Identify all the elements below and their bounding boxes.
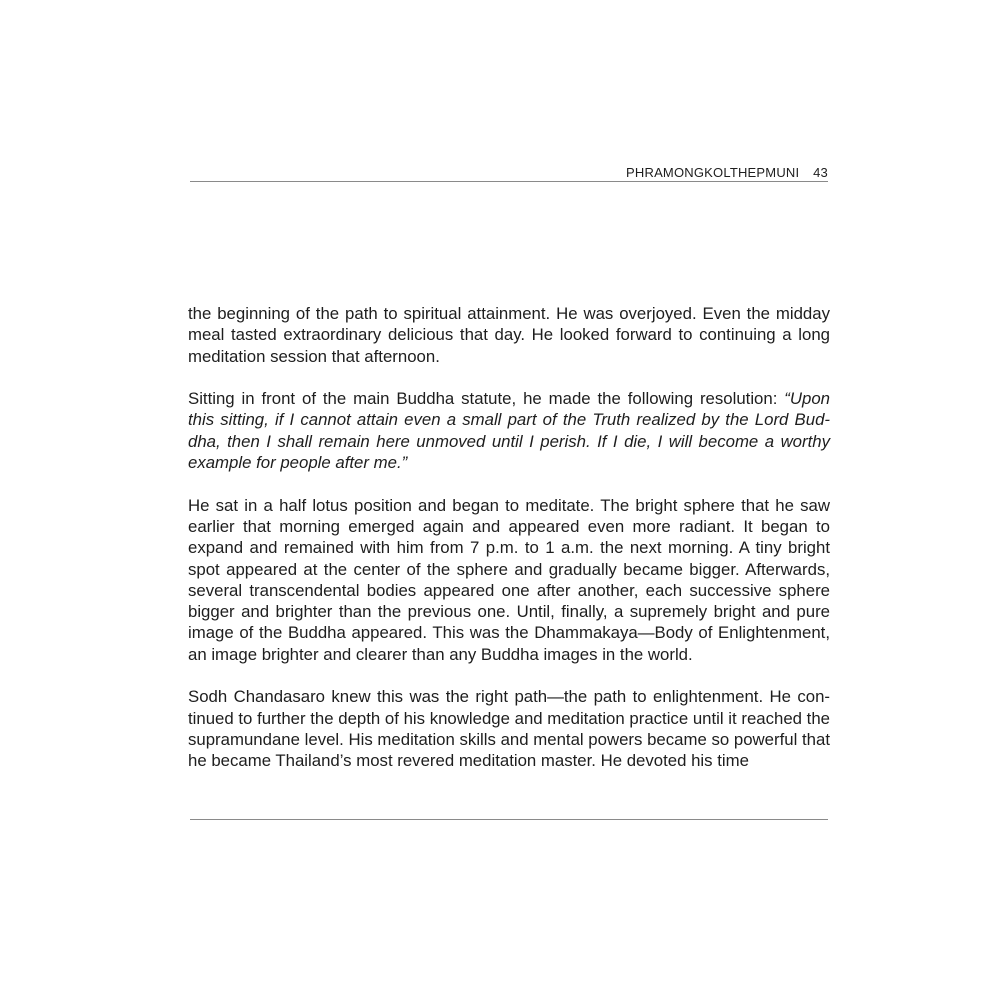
paragraph-1 (188, 303, 830, 367)
running-head (190, 165, 828, 180)
footer-rule (190, 819, 828, 820)
paragraph-4-text: Sodh Chandasaro knew this was the right path—the path to enlightenment. He continued to further the depth of his knowledge and meditation practice until it reached the supramundane level. His meditation skills and mental powers became so powerful that he became Thailand’s most revered meditation master. He devoted his time (188, 687, 830, 771)
paragraph-4 (188, 686, 830, 771)
paragraph-3 (188, 495, 830, 665)
resolution-quote: “Upon this sitting, if I cannot attain even a small part of the Truth realized by the Lord Buddha, then I shall remain here unmoved until I perish. If I die, I will become a worthy example for people after me.” (188, 389, 830, 473)
paragraph-1-text: the beginning of the path to spiritual attainment. He was overjoyed. Even the midday meal tasted extraordinary delicious that day. He looked forward to continuing a long meditation session that afternoon. (188, 304, 830, 366)
paragraph-3-text: He sat in a half lotus position and began to meditate. The bright sphere that he saw earlier that morning emerged again and appeared even more radiant. It began to expand and remained with him from 7 p.m. to 1 a.m. the next morning. A tiny bright spot appeared at the center of the sphere and gradually became bigger. Afterwards, several transcendental bodies appeared one after another, each successive sphere bigger and brighter than the previous one. Until, finally, a supremely bright and pure image of the Buddha appeared. This was the Dhammakaya—Body of Enlightenment, an image brighter and clearer than any Buddha images in the world. (188, 495, 830, 664)
paragraph-2-text: Sitting in front of the main Buddha statute, he made the following resolution: (188, 389, 785, 409)
header-rule (190, 181, 828, 182)
body-text (188, 303, 830, 772)
paragraph-2 (188, 388, 830, 473)
page-number: 43 (813, 165, 828, 180)
running-title: PHRAMONGKOLTHEPMUNI (626, 165, 800, 180)
